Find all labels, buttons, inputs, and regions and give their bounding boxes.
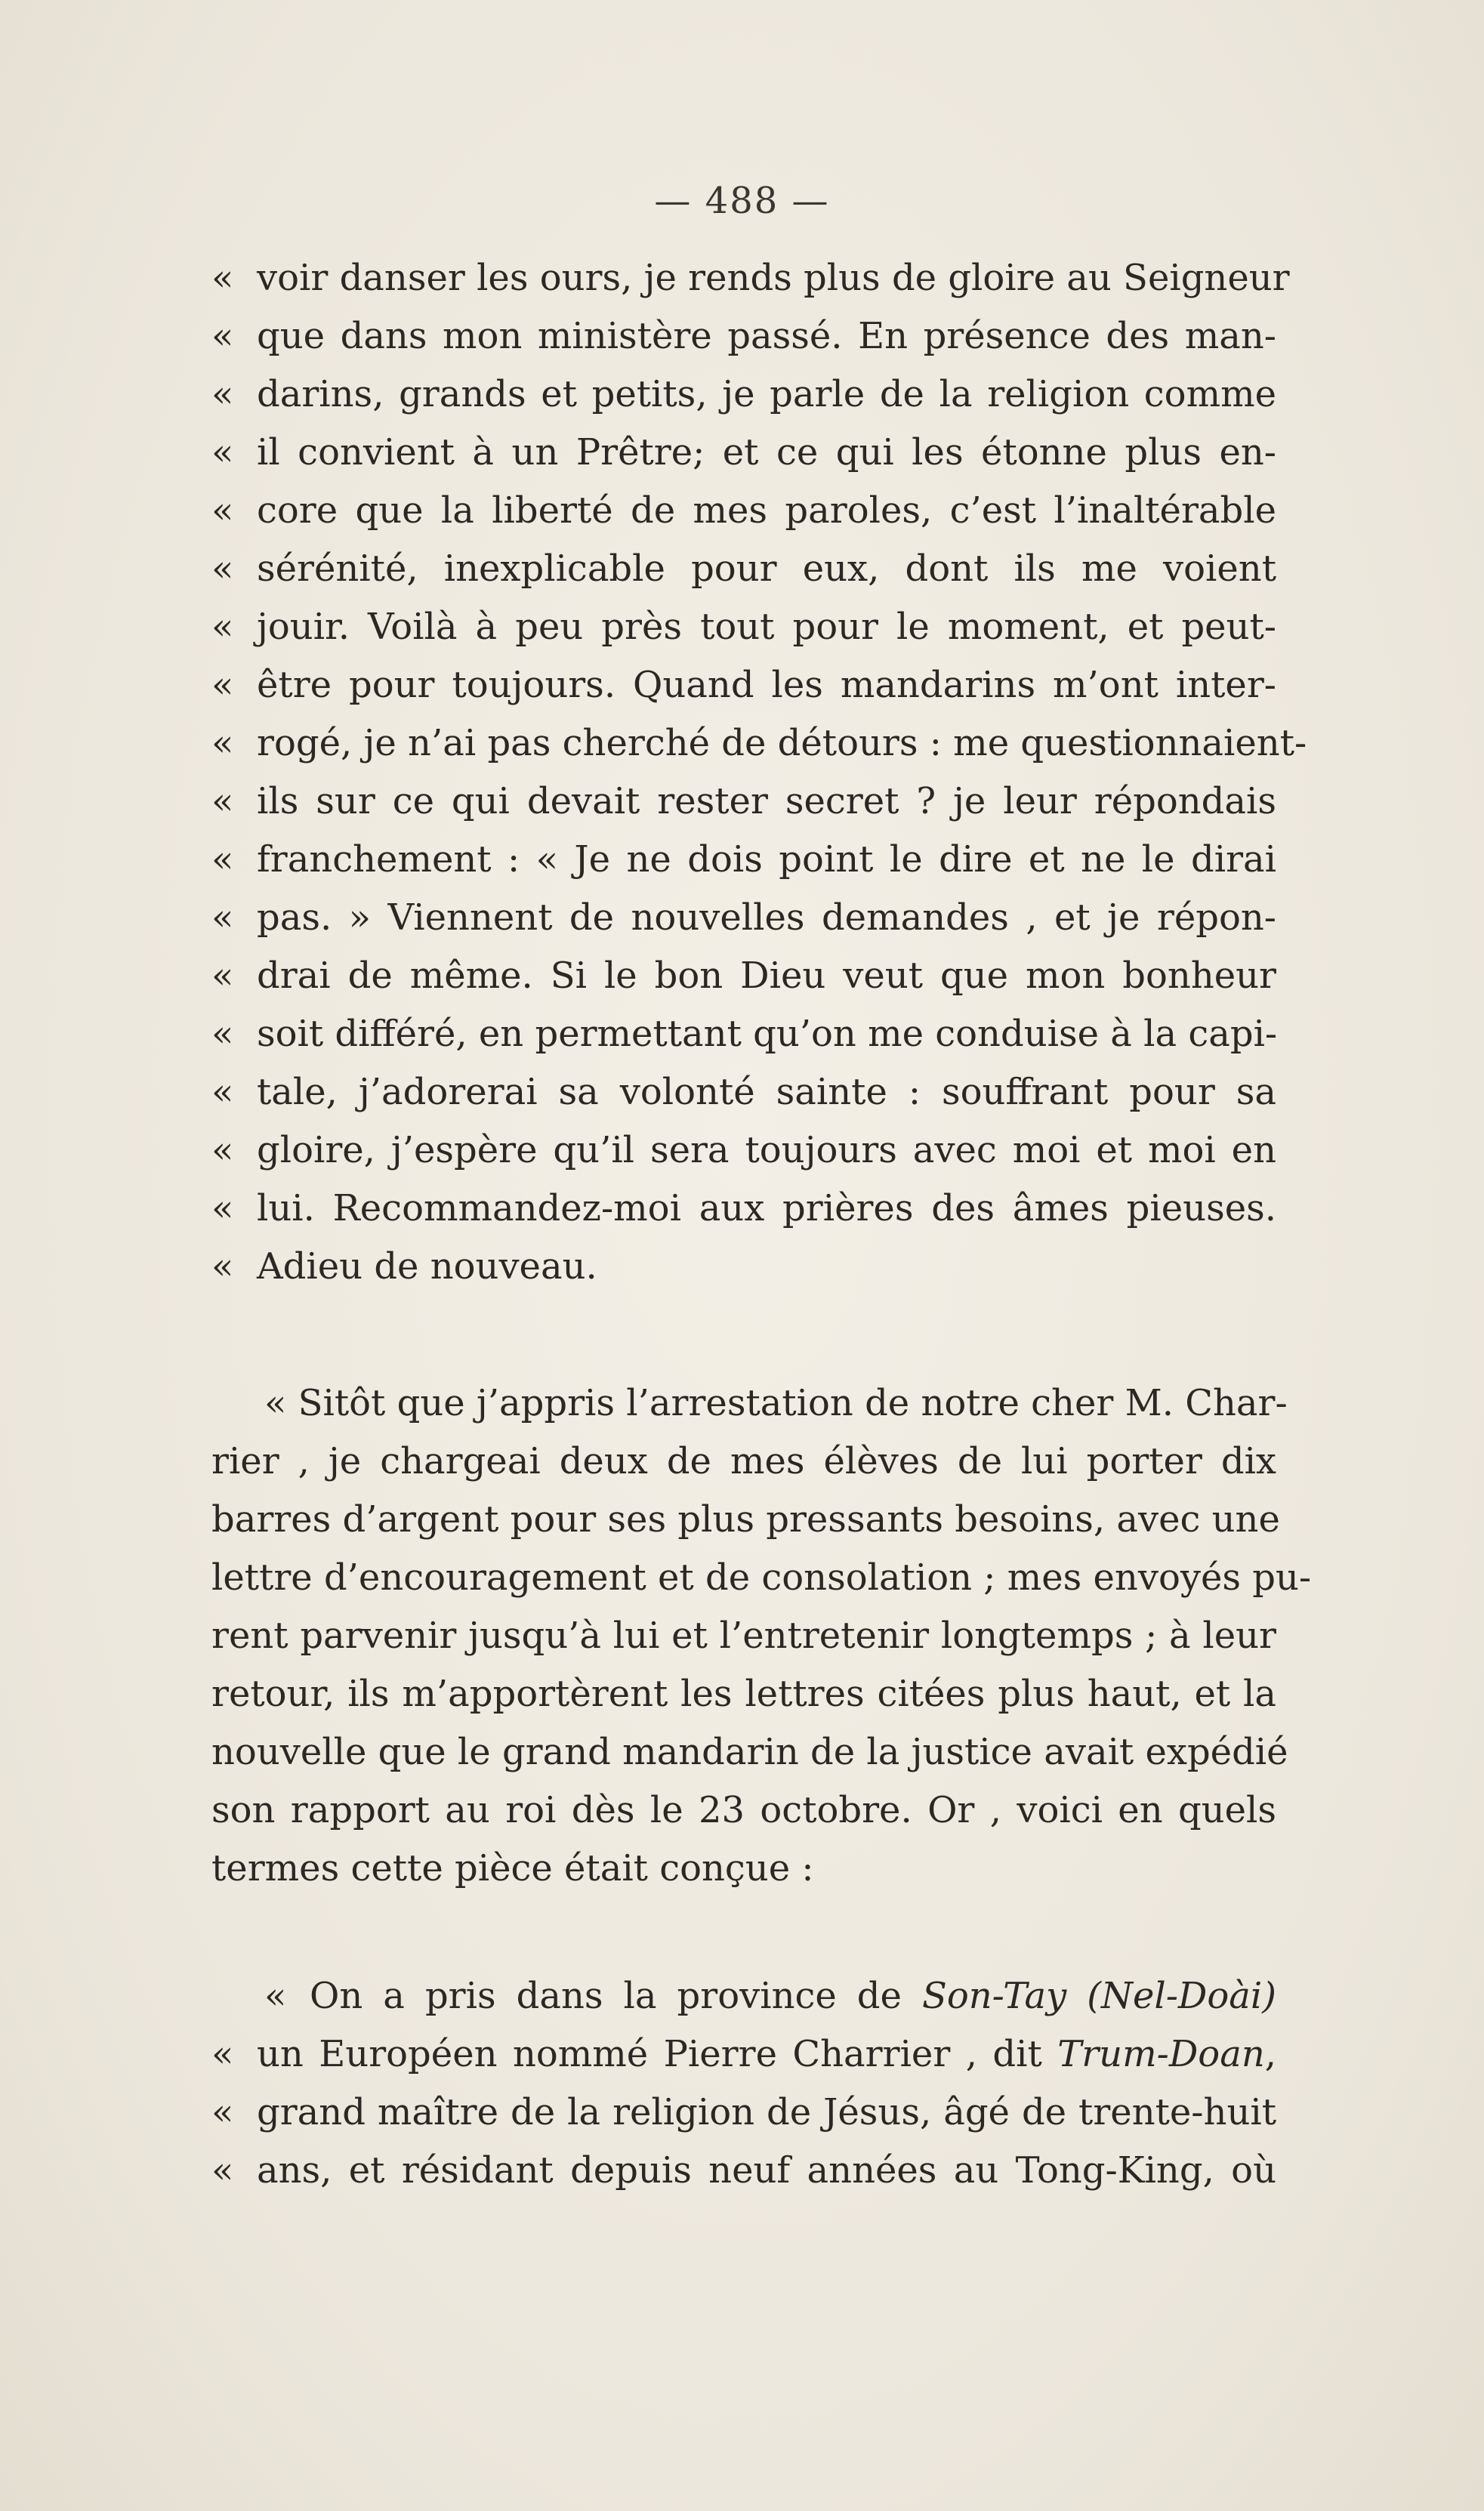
text-line: « que dans mon ministère passé. En présence des man- xyxy=(211,315,1276,357)
text-line: « On a pris dans la province de Son-Tay (Nel-Doài) xyxy=(264,1975,1277,2017)
text-line: rier , je chargeai deux de mes élèves de lui porter dix xyxy=(211,1440,1276,1482)
text-line: « darins, grands et petits, je parle de la religion comme xyxy=(211,373,1276,415)
text-line: « Adieu de nouveau. xyxy=(211,1245,597,1288)
text-line: « gloire, j’espère qu’il sera toujours avec moi et moi en xyxy=(211,1129,1276,1171)
text-line: retour, ils m’apportèrent les lettres citées plus haut, et la xyxy=(211,1673,1276,1715)
text-line: « pas. » Viennent de nouvelles demandes , et je répon- xyxy=(211,896,1276,939)
text-line: « lui. Recommandez-moi aux prières des âmes pieuses. xyxy=(211,1187,1276,1229)
narrative-paragraph xyxy=(211,1374,1312,1898)
text-line: « rogé, je n’ai pas cherché de détours : me questionnaient- xyxy=(211,722,1307,764)
text-line: barres d’argent pour ses plus pressants besoins, avec une xyxy=(211,1498,1280,1541)
text-line: « sérénité, inexplicable pour eux, dont ils me voient xyxy=(211,548,1276,590)
text-line: « tale, j’adorerai sa volonté sainte : souffrant pour sa xyxy=(211,1071,1276,1113)
text-line: termes cette pièce était conçue : xyxy=(211,1847,814,1889)
text-line: « un Européen nommé Pierre Charrier , dit Trum-Doan, xyxy=(211,2033,1276,2075)
text-line: rent parvenir jusqu’à lui et l’entretenir longtemps ; à leur xyxy=(211,1615,1276,1657)
text-line: « core que la liberté de mes paroles, c’est l’inaltérable xyxy=(211,489,1276,532)
person-alias: Trum-Doan xyxy=(1057,2033,1265,2075)
report-quote-block xyxy=(211,1967,1276,2200)
text-line: « Sitôt que j’appris l’arrestation de notre cher M. Char- xyxy=(264,1382,1288,1424)
text-line: « il convient à un Prêtre; et ce qui les étonne plus en- xyxy=(211,431,1276,474)
text-line: nouvelle que le grand mandarin de la justice avait expédié xyxy=(211,1731,1288,1773)
text-line: « drai de même. Si le bon Dieu veut que mon bonheur xyxy=(211,955,1276,997)
place-name: Son-Tay (Nel-Doài) xyxy=(921,1975,1277,2017)
text-line: « ils sur ce qui devait rester secret ? je leur répondais xyxy=(211,780,1276,822)
text-line: son rapport au roi dès le 23 octobre. Or , voici en quels xyxy=(211,1789,1276,1831)
text-line: « grand maître de la religion de Jésus, âgé de trente-huit xyxy=(211,2091,1276,2133)
text-line: « jouir. Voilà à peu près tout pour le moment, et peut- xyxy=(211,606,1276,648)
letter-quote-block xyxy=(211,249,1307,1296)
text-line: lettre d’encouragement et de consolation ; mes envoyés pu- xyxy=(211,1556,1312,1599)
text-line: « être pour toujours. Quand les mandarins m’ont inter- xyxy=(211,664,1276,706)
text-line: « soit différé, en permettant qu’on me conduise à la capi- xyxy=(211,1013,1278,1055)
text-line: « voir danser les ours, je rends plus de gloire au Seigneur xyxy=(211,257,1290,299)
text-line: « franchement : « Je ne dois point le dire et ne le dirai xyxy=(211,838,1276,881)
page-number: — 488 — xyxy=(654,180,830,222)
text-line: « ans, et résidant depuis neuf années au Tong-King, où xyxy=(211,2149,1276,2192)
